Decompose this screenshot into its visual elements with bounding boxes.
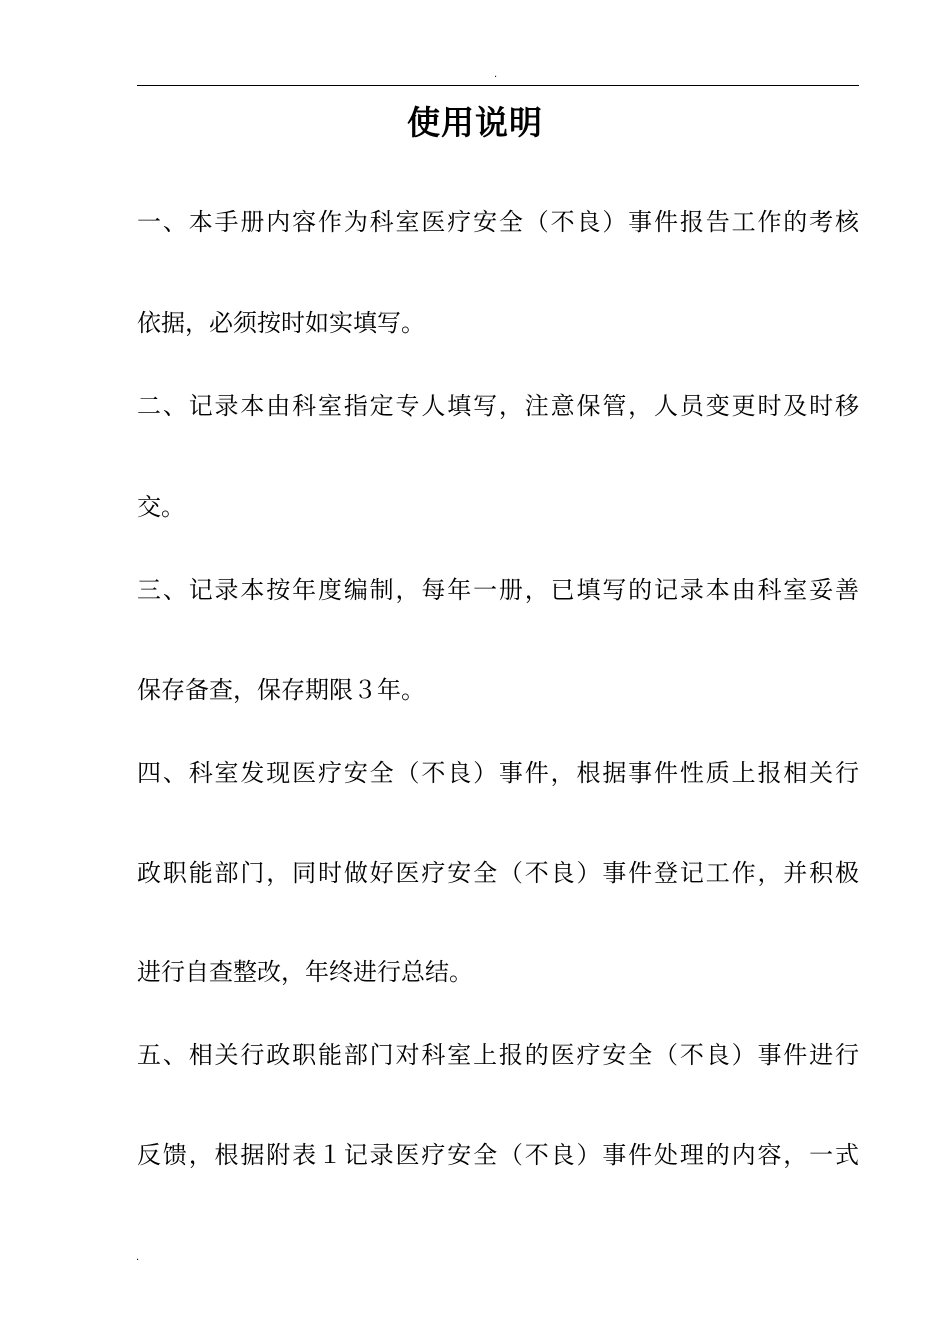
paragraph-1-line-1: 一、本手册内容作为科室医疗安全（不良）事件报告工作的考核 [137, 208, 859, 236]
paragraph-3-line-1: 三、记录本按年度编制，每年一册，已填写的记录本由科室妥善 [137, 576, 859, 604]
paragraph-2-line-1: 二、记录本由科室指定专人填写，注意保管，人员变更时及时移 [137, 392, 859, 420]
paragraph-5-line-1: 五、相关行政职能部门对科室上报的医疗安全（不良）事件进行 [137, 1041, 859, 1069]
paragraph-3-line-2: 保存备查，保存期限３年。 [137, 676, 425, 704]
paragraph-4-line-1: 四、科室发现医疗安全（不良）事件，根据事件性质上报相关行 [137, 759, 859, 787]
header-rule [137, 85, 859, 86]
page-title: 使用说明 [407, 103, 543, 142]
header-dot: . [494, 69, 498, 80]
paragraph-4-line-2: 政职能部门，同时做好医疗安全（不良）事件登记工作，并积极 [137, 859, 859, 887]
paragraph-4-line-3: 进行自查整改，年终进行总结。 [137, 958, 473, 986]
paragraph-2-line-2: 交。 [137, 493, 185, 521]
paragraph-1-line-2: 依据，必须按时如实填写。 [137, 309, 425, 337]
footer-dot: . [136, 1252, 140, 1263]
paragraph-5-line-2: 反馈，根据附表１记录医疗安全（不良）事件处理的内容，一式 [137, 1141, 859, 1169]
